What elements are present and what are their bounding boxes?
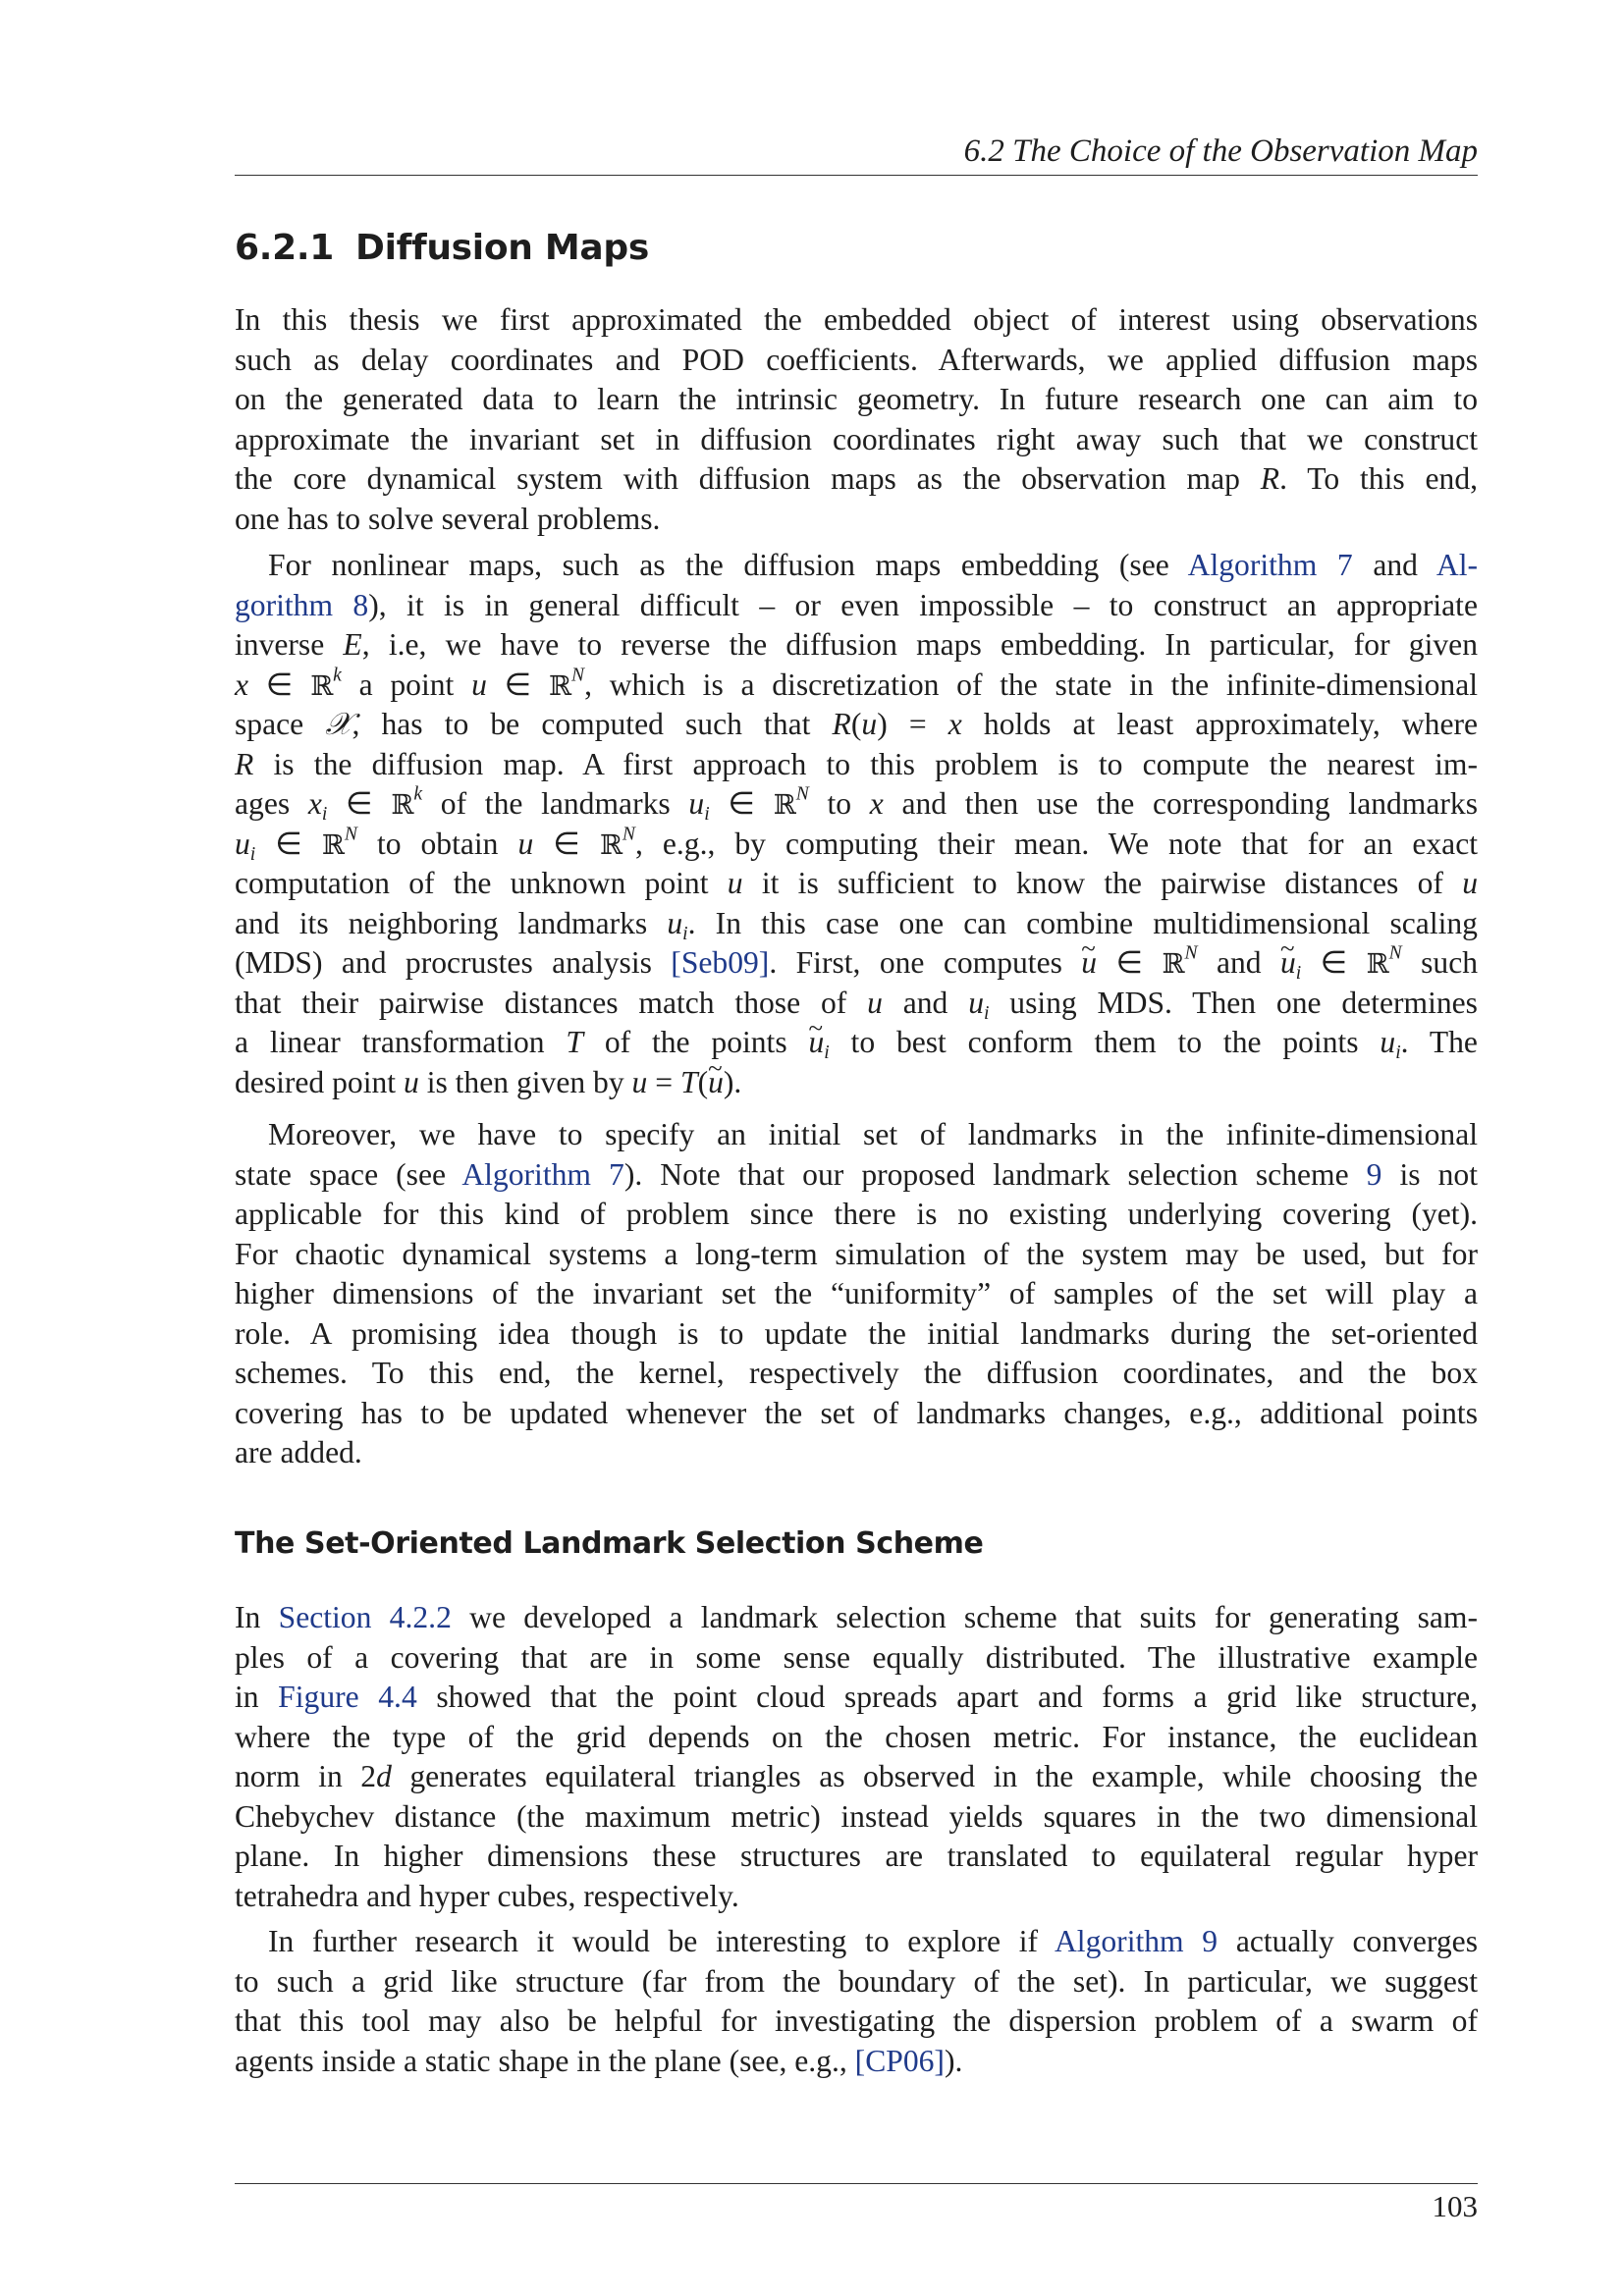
text-line: ages $x_i$ ∈ ℝ$^k$ of the landmarks $u_i$ ∈ ℝ$^N$ to x and then use the corresponding landmarks bbox=[235, 783, 1479, 825]
text-line: on the generated data to learn the intrinsic geometry. In future research one can aim to bbox=[235, 382, 1478, 416]
text-line: desired point u is then given by u = T(u ~). bbox=[235, 1063, 1478, 1103]
text-line: in Figure 4.4 showed that the point cloud spreads apart and forms a grid like structure, bbox=[235, 1680, 1478, 1714]
seb09-citation-link[interactable]: [Seb09] bbox=[671, 945, 770, 980]
algorithm-7-link[interactable]: Algorithm 7 bbox=[461, 1156, 624, 1192]
algorithm-8-link-end[interactable]: gorithm 8 bbox=[235, 587, 369, 622]
text-line: For chaotic dynamical systems a long-term simulation of the system may be used, but for bbox=[235, 1236, 1478, 1271]
text-line: such as delay coordinates and POD coefficients. Afterwards, we applied diffusion maps bbox=[235, 342, 1478, 377]
text-line: approximate the invariant set in diffusion coordinates right away such that we construct bbox=[235, 421, 1478, 456]
text-line: inverse E, i.e, we have to reverse the diffusion maps embedding. In particular, for given bbox=[235, 627, 1478, 662]
text-line: agents inside a static shape in the plane (see, e.g., [CP06]). bbox=[235, 2043, 963, 2078]
text-line: space 𝒳, has to be computed such that R(u) = x holds at least approximately, where bbox=[235, 707, 1479, 741]
paragraph-1 bbox=[235, 300, 1478, 539]
text-line: Chebychev distance (the maximum metric) instead yields squares in the two dimensional bbox=[235, 1798, 1478, 1834]
text-line: and its neighboring landmarks $u_i$. In this case one can combine multidimensional scaling bbox=[235, 905, 1478, 944]
text-line: higher dimensions of the invariant set the “uniformity” of samples of the set will play a bbox=[235, 1276, 1478, 1310]
text-line: computation of the unknown point u it is sufficient to know the pairwise distances of u bbox=[235, 866, 1478, 900]
text-line: Moreover, we have to specify an initial set of landmarks in the infinite-dimensional bbox=[268, 1117, 1478, 1151]
text-line: role. A promising idea though is to update the initial landmarks during the set-oriented bbox=[235, 1315, 1478, 1351]
text-line: In this thesis we first approximated the embedded object of interest using observations bbox=[235, 302, 1478, 337]
text-line: applicable for this kind of problem since there is no existing underlying covering (yet). bbox=[235, 1197, 1478, 1231]
text-line: norm in 2d generates equilateral triangles as observed in the example, while choosing the bbox=[235, 1759, 1478, 1793]
text-line: In further research it would be interesting to explore if Algorithm 9 actually converges bbox=[268, 1924, 1478, 1958]
text-line: In Section 4.2.2 we developed a landmark selection scheme that suits for generating sam- bbox=[235, 1600, 1478, 1634]
paragraph-2 bbox=[235, 546, 1478, 1102]
footer-rule bbox=[235, 2183, 1478, 2184]
text-line: ples of a covering that are in some sense equally distributed. The illustrative example bbox=[235, 1639, 1478, 1675]
text-line: are added. bbox=[235, 1435, 362, 1469]
text-line: to such a grid like structure (far from the boundary of the set). In particular, we suggest bbox=[235, 1963, 1478, 1999]
section-4-2-2-link[interactable]: Section 4.2.2 bbox=[278, 1600, 452, 1634]
text-line: that their pairwise distances match those of u and $u_i$ using MDS. Then one determines bbox=[235, 985, 1478, 1024]
text-line: (MDS) and procrustes analysis [Seb09]. First, one computes u ~ ∈ ℝ$^N$ and u $\sim_i$ ∈ ℝ$^N$ such bbox=[235, 943, 1478, 984]
section-heading bbox=[235, 228, 649, 268]
text-line: state space (see Algorithm 7). Note that our proposed landmark selection scheme 9 is not bbox=[235, 1156, 1478, 1192]
text-line: where the type of the grid depends on the chosen metric. For instance, the euclidean bbox=[235, 1719, 1478, 1754]
running-header-title: 6.2 The Choice of the Observation Map bbox=[963, 133, 1478, 169]
text-line: R is the diffusion map. A first approach to this problem is to compute the nearest im- bbox=[235, 746, 1478, 781]
paragraph-4 bbox=[235, 1598, 1478, 1916]
text-line: one has to solve several problems. bbox=[235, 501, 661, 536]
paragraph-5 bbox=[235, 1922, 1478, 2081]
section-number: 6.2.1 bbox=[235, 228, 334, 268]
text-line: that this tool may also be helpful for investigating the dispersion problem of a swarm of bbox=[235, 2003, 1478, 2038]
page-number: 103 bbox=[1432, 2189, 1478, 2223]
cp06-citation-link[interactable]: [CP06] bbox=[854, 2043, 945, 2078]
text-line: tetrahedra and hyper cubes, respectively. bbox=[235, 1878, 739, 1913]
text-line: plane. In higher dimensions these structures are translated to equilateral regular hyper bbox=[235, 1839, 1478, 1873]
text-line: gorithm 8), it is in general difficult – or even impossible – to construct an appropriate bbox=[235, 587, 1478, 622]
text-line: covering has to be updated whenever the set of landmarks changes, e.g., additional points bbox=[235, 1395, 1478, 1430]
text-line: $u_i$ ∈ ℝ$^N$ to obtain u ∈ ℝ$^N$, e.g., by computing their mean. We note that for an exact bbox=[235, 823, 1479, 865]
text-line: For nonlinear maps, such as the diffusion maps embedding (see Algorithm 7 and Al- bbox=[268, 548, 1478, 582]
paragraph-3 bbox=[235, 1115, 1478, 1473]
text-line: the core dynamical system with diffusion maps as the observation map R. To this end, bbox=[235, 461, 1479, 496]
section-title: Diffusion Maps bbox=[355, 228, 649, 268]
running-header bbox=[235, 126, 1478, 176]
algorithm-9-link[interactable]: Algorithm 9 bbox=[1054, 1924, 1218, 1958]
scheme-9-link[interactable]: 9 bbox=[1366, 1156, 1382, 1192]
text-line: schemes. To this end, the kernel, respectively the diffusion coordinates, and the box bbox=[235, 1356, 1478, 1390]
text-line: a linear transformation T of the points u $\sim_i$ to best conform them to the points $u_i$. The bbox=[235, 1023, 1478, 1063]
text-line: x ∈ ℝ$^k$ a point u ∈ ℝ$^N$, which is a discretization of the state in the infinite-dimensional bbox=[235, 664, 1479, 702]
figure-4-4-link[interactable]: Figure 4.4 bbox=[278, 1680, 417, 1714]
algorithm-7-link[interactable]: Algorithm 7 bbox=[1187, 548, 1353, 582]
subsection-heading: The Set-Oriented Landmark Selection Scheme bbox=[235, 1526, 984, 1561]
algorithm-8-link-start[interactable]: Al- bbox=[1435, 548, 1478, 582]
